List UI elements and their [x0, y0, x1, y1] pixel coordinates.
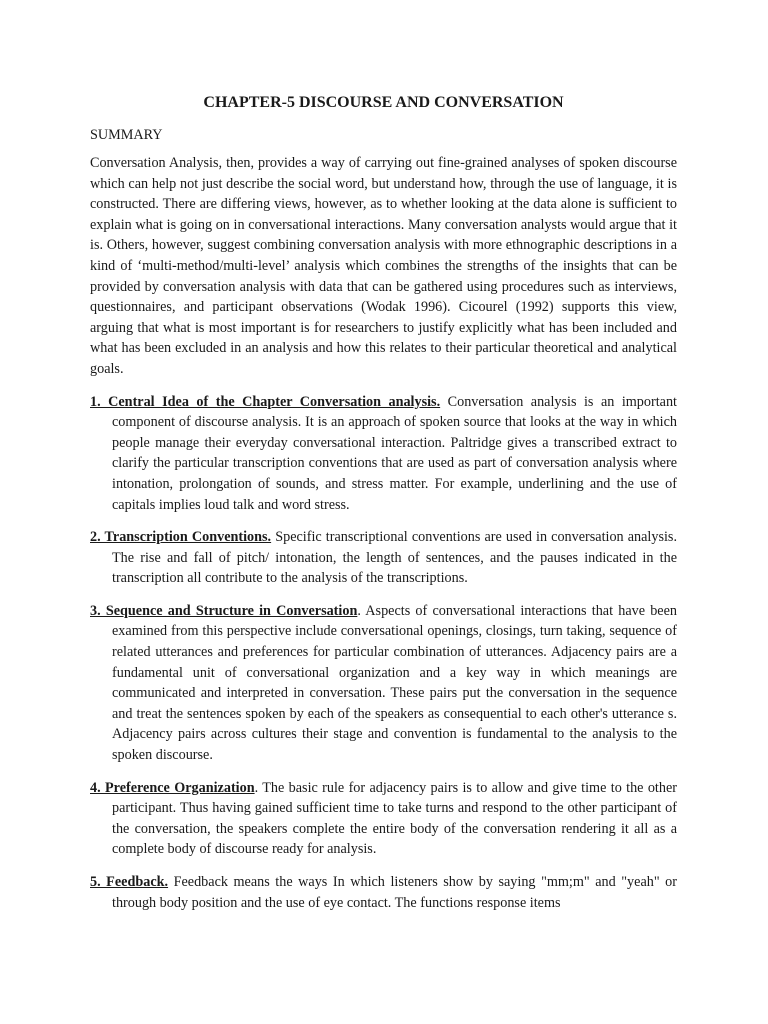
- section-sequence-structure: [90, 601, 677, 766]
- section-text: Feedback means the ways In which listeners show by saying "mm;m" and "yeah" or through body position and the use of eye contact. The functions response items: [112, 874, 677, 911]
- section-text: . The basic rule for adjacency pairs is to allow and give time to the other participant. Thus having gained sufficient time to take turns and respond to the other participant of the conversation, the speakers complete the entire body of the conversation rendering it all as a complete body of discourse ready for analysis.: [112, 779, 677, 858]
- section-heading: 4. Preference Organization: [90, 779, 255, 796]
- summary-paragraph: Conversation Analysis, then, provides a way of carrying out fine-grained analyses of spoken discourse which can help not just describe the social word, but understand how, through the use of language, it is constructed. There are differing views, however, as to whether looking at the data alone is sufficient to explain what is going on in conversational interactions. Many conversation analysts would argue that it is. Others, however, suggest combining conversation analysis with more ethnographic descriptions in a kind of ‘multi-method/multi-level’ analysis which combines the strengths of the insights that can be provided by conversation analysis with data that can be gathered using procedures such as interviews, questionnaires, and participant observations (Wodak 1996). Cicourel (1992) supports this view, arguing that what is most important is for researchers to justify explicitly what has been included and what has been excluded in an analysis and how this relates to their particular theoretical and analytical goals.: [90, 155, 677, 377]
- section-text: Specific transcriptional conventions are used in conversation analysis. The rise and fall of pitch/ intonation, the length of sentences, and the pauses indicated in the transcription all contribute to the analysis of the transcriptions.: [112, 529, 677, 587]
- section-text: Conversation analysis is an important component of discourse analysis. It is an approach of spoken source that looks at the way in which people manage their everyday conversational interaction. Paltridge gives a transcribed extract to clarify the particular transcription conventions that are used as part of conversation analysis where intonation, prolongation of sounds, and stress matter. For example, underlining and the use of capitals implies loud talk and word stress.: [112, 393, 677, 513]
- section-heading: 5. Feedback.: [90, 874, 169, 890]
- section-heading: 2. Transcription Conventions.: [90, 529, 272, 546]
- summary-heading: SUMMARY: [90, 127, 163, 143]
- page-title: CHAPTER-5 DISCOURSE AND CONVERSATION: [203, 94, 564, 111]
- section-heading: 1. Central Idea of the Chapter Conversation analysis.: [90, 393, 441, 410]
- section-text: . Aspects of conversational interactions that have been examined from this perspective include conversational openings, closings, turn taking, sequence of related utterances and preferences for particular combination of utterances. Adjacency pairs are a fundamental unit of conversational organization and a key way in which meanings are communicated and interpreted in conversation. These pairs put the conversation in the sequence and treat the sentences spoken by each of the speakers as consequential to each other's utterance s. Adjacency pairs across cultures their stage and convention is fundamental to the analysis to the spoken discourse.: [112, 602, 677, 764]
- section-transcription-conventions: [90, 527, 677, 589]
- section-heading: 3. Sequence and Structure in Conversation: [90, 602, 358, 619]
- section-central-idea: [90, 392, 677, 516]
- section-preference-organization: [90, 778, 677, 860]
- document-page: [90, 92, 677, 925]
- section-feedback: [90, 872, 677, 913]
